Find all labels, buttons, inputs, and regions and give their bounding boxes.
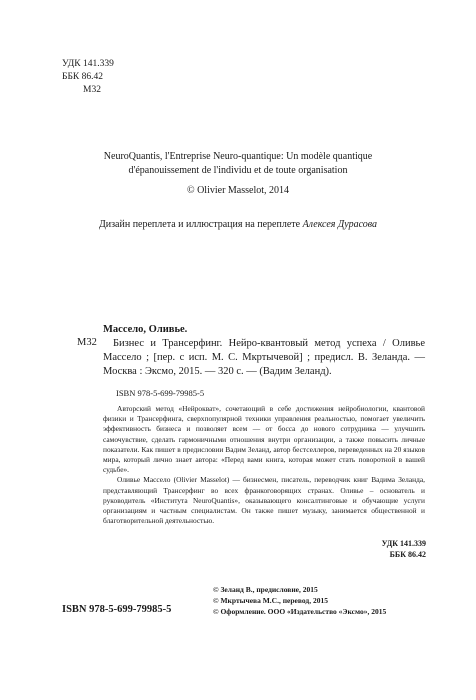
- design-credit: [40, 218, 436, 232]
- copyright-line: © Мкртычева М.С., перевод, 2015: [213, 596, 328, 606]
- bbk-code-bottom: ББК 86.42: [389, 550, 426, 559]
- copyright-line: © Зеланд В., предисловие, 2015: [213, 585, 318, 594]
- catalog-author-mark: М32: [77, 337, 97, 348]
- design-credit-text: Дизайн переплета и иллюстрация на переплете: [98, 219, 303, 230]
- original-edition-info: [40, 150, 436, 198]
- author-mark: М32: [83, 85, 101, 95]
- annotation-paragraph-1: Авторский метод «Нейрокват», сочетающий в себе достижения нейробиологии, квантовой физики и Трансерфинга, сверхпопулярной техники управления реальностью, помогает увеличить эффективность бизнеса и позволяет всем — от босса до нового сотрудника — улучшить самочувствие, сделать гармоничными отношения внутри организации, а также повысить личные показатели. Как пишет в предисловии Вадим Зеланд, автор бестселлеров, переведенных на 20 языков мира, который лично знает автора: «Перед вами книга, которая может стать поворотной в вашей судьбе».: [103, 404, 425, 475]
- original-copyright: © Olivier Masselot, 2014: [186, 185, 290, 196]
- bbk-code: ББК 86.42: [62, 72, 103, 82]
- design-credit-artist: Алексея Дурасова: [302, 219, 378, 230]
- udk-code-bottom: УДК 141.339: [381, 539, 426, 548]
- classification-block-top: [62, 58, 114, 97]
- copyright-notices: [213, 584, 433, 618]
- classification-block-bottom: [360, 538, 426, 560]
- udk-code: УДК 141.339: [62, 59, 114, 69]
- original-title-line1: NeuroQuantis, l'Entreprise Neuro-quantique: Un modèle quantique: [103, 151, 373, 162]
- copyright-line: © Оформление. ООО «Издательство «Эксмо», 2015: [213, 607, 387, 617]
- catalog-isbn: ISBN 978-5-699-79985-5: [116, 388, 205, 398]
- original-title-line2: d'épanouissement de l'individu et de toute organisation: [128, 165, 348, 176]
- annotation-paragraph-2: Оливье Масселo (Olivier Masselot) — бизнесмен, писатель, переводчик книг Вадима Зеланда, представляющий Трансерфинг во всех франкоговорящих странах. Оливье – основатель и руководитель «Института NeuroQuantis», оказывающего консалтинговые и обучающие услуги организациям и частным специалистам. Он также пишет музыку, занимается общественной и благотворительной деятельностью.: [103, 475, 425, 526]
- annotation: [103, 404, 425, 526]
- catalog-author: Масселo, Оливье.: [103, 324, 188, 335]
- isbn-main: ISBN 978-5-699-79985-5: [62, 604, 172, 615]
- catalog-description: Бизнес и Трансерфинг. Нейро-квантовый метод успеха / Оливье Масселo ; [пер. с исп. М. С. Мкртычевой] ; предисл. В. Зеланда. — Москва : Эксмо, 2015. — 320 с. — (Вадим Зеланд).: [103, 338, 425, 378]
